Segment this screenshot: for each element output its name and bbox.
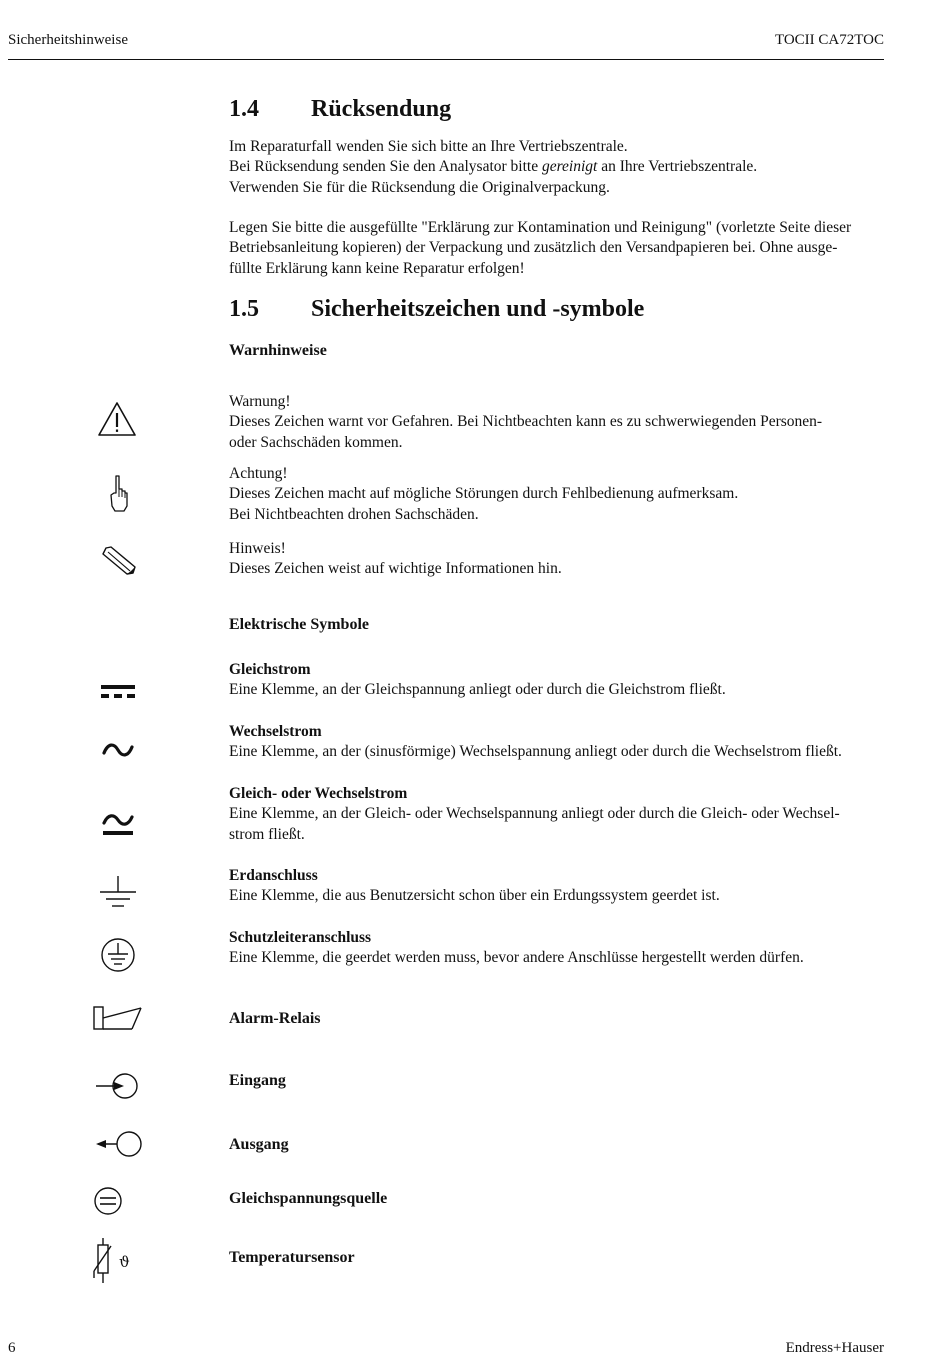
note-block — [229, 539, 885, 580]
caution-block — [229, 464, 885, 525]
subheading-electrical-symbols: Elektrische Symbole — [229, 616, 369, 633]
symbol-label-dc-source: Gleichspannungsquelle — [229, 1190, 388, 1207]
footer-brand: Endress+Hauser — [785, 1340, 884, 1356]
note-title: Hinweis! — [229, 540, 286, 557]
symbol-label-alarm-relay: Alarm-Relais — [229, 1010, 321, 1027]
input-icon — [94, 1070, 142, 1102]
text-line: Dieses Zeichen macht auf mögliche Störungen durch Fehlbedienung aufmerksam. — [229, 485, 739, 503]
protective-earth-icon — [100, 937, 136, 973]
running-header-document: TOCII CA72TOC — [774, 32, 884, 48]
paragraph-return-instructions — [229, 137, 885, 198]
section-title: Rücksendung — [311, 96, 452, 122]
page-number: 6 — [8, 1340, 16, 1356]
text-line — [229, 157, 885, 177]
dc-or-ac-icon — [102, 812, 134, 838]
section-number: 1.5 — [229, 296, 259, 322]
text-line: Verwenden Sie für die Rücksendung die Originalverpackung. — [229, 178, 610, 196]
warning-title: Warnung! — [229, 393, 291, 410]
direct-current-icon — [100, 682, 136, 702]
earth-ground-icon — [98, 874, 138, 912]
symbol-label-input: Eingang — [229, 1072, 286, 1089]
subheading-warnings: Warnhinweise — [229, 342, 327, 359]
symbol-title: Gleichstrom — [229, 661, 311, 678]
electrical-symbol-ac — [229, 722, 885, 763]
text-span: an Ihre Vertriebszentrale. — [597, 158, 758, 176]
section-title: Sicherheitszeichen und -symbole — [311, 296, 645, 322]
dc-voltage-source-icon — [92, 1186, 124, 1216]
text-line: Dieses Zeichen weist auf wichtige Informationen hin. — [229, 560, 562, 578]
header-rule — [8, 59, 884, 60]
text-line: Betriebsanleitung kopieren) der Verpackung und zusätzlich den Versandpapieren bei. Ohne ausge- — [229, 239, 838, 257]
temperature-sensor-icon — [88, 1236, 134, 1286]
text-line: Im Reparaturfall wenden Sie sich bitte an Ihre Vertriebszentrale. — [229, 138, 628, 155]
pencil-note-icon — [98, 545, 138, 577]
output-icon — [94, 1128, 144, 1160]
text-line: Eine Klemme, die aus Benutzersicht schon über ein Erdungssystem geerdet ist. — [229, 887, 720, 905]
svg-text:ϑ: ϑ — [119, 1253, 130, 1271]
alarm-relay-icon — [92, 1004, 144, 1032]
text-span: Bei Rücksendung senden Sie den Analysator bitte — [229, 158, 542, 176]
symbol-title: Schutzleiteranschluss — [229, 929, 372, 946]
section-heading-1-4 — [229, 96, 451, 123]
electrical-symbol-dc-ac — [229, 784, 885, 845]
alternating-current-icon — [102, 740, 134, 760]
electrical-symbol-protective-earth — [229, 928, 885, 969]
section-heading-1-5 — [229, 296, 644, 323]
pointing-hand-icon — [107, 473, 131, 513]
paragraph-contamination-declaration — [229, 218, 885, 279]
text-line: füllte Erklärung kann keine Reparatur erfolgen! — [229, 259, 525, 277]
symbol-title: Gleich- oder Wechselstrom — [229, 785, 408, 802]
text-line: Legen Sie bitte die ausgefüllte "Erklärung zur Kontamination und Reinigung" (vorletzte Seite dieser — [229, 219, 852, 236]
warning-block — [229, 392, 885, 453]
symbol-label-temperature-sensor: Temperatursensor — [229, 1249, 355, 1266]
text-line: oder Sachschäden kommen. — [229, 433, 403, 451]
text-line: Eine Klemme, an der Gleich- oder Wechselspannung anliegt oder durch die Gleich- oder Wechsel- — [229, 805, 840, 823]
symbol-title: Erdanschluss — [229, 867, 318, 884]
warning-triangle-icon — [96, 400, 138, 438]
running-header-title: Sicherheitshinweise — [8, 32, 128, 48]
text-line: Eine Klemme, die geerdet werden muss, bevor andere Anschlüsse hergestellt werden dürfen. — [229, 949, 804, 967]
emphasis-text: gereinigt — [541, 158, 598, 176]
electrical-symbol-dc — [229, 660, 885, 701]
caution-title: Achtung! — [229, 465, 288, 482]
text-line: Bei Nichtbeachten drohen Sachschäden. — [229, 505, 479, 523]
electrical-symbol-earth — [229, 866, 885, 907]
symbol-title: Wechselstrom — [229, 723, 322, 740]
text-line: strom fließt. — [229, 825, 305, 843]
symbol-label-output: Ausgang — [229, 1136, 289, 1153]
text-line: Eine Klemme, an der (sinusförmige) Wechselspannung anliegt oder durch die Wechselstrom fließt. — [229, 743, 842, 761]
text-line: Eine Klemme, an der Gleichspannung anliegt oder durch die Gleichstrom fließt. — [229, 681, 726, 699]
text-line: Dieses Zeichen warnt vor Gefahren. Bei Nichtbeachten kann es zu schwerwiegenden Personen- — [229, 413, 823, 431]
section-number: 1.4 — [229, 96, 259, 122]
